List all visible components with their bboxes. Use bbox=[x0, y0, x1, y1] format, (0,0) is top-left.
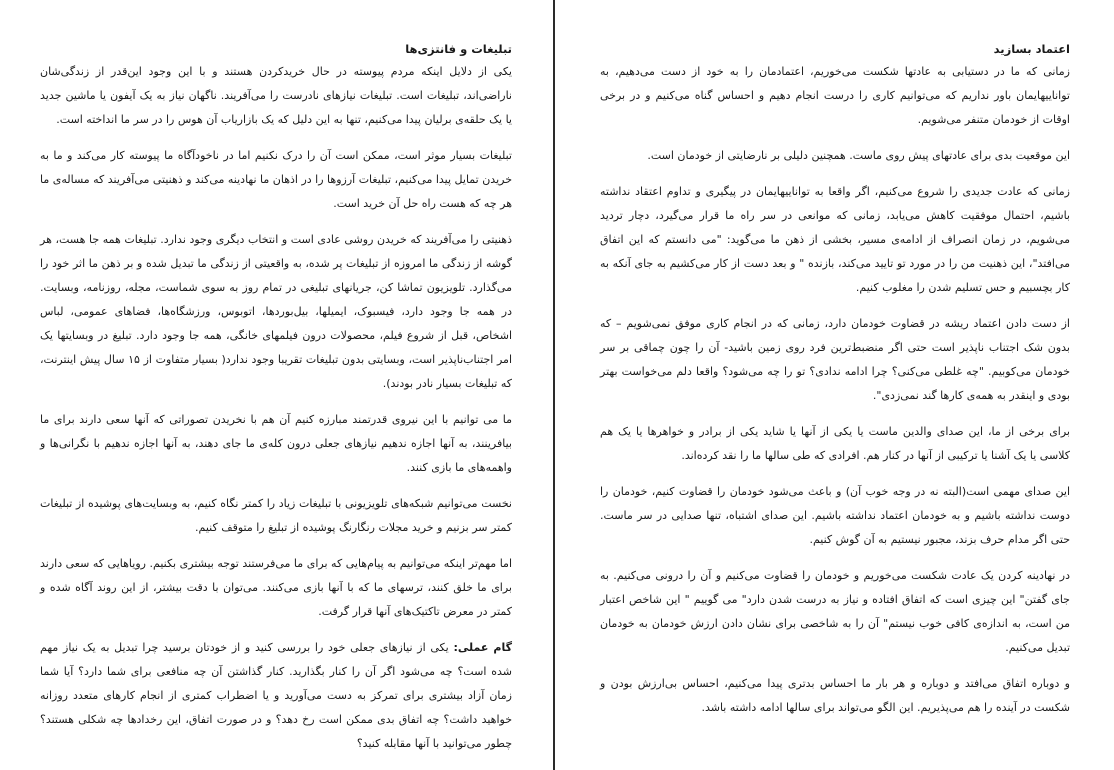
practical-step-paragraph bbox=[40, 636, 512, 756]
practical-step-lead: گام عملی: bbox=[453, 641, 512, 654]
paragraph: تبلیغات بسیار موثر است، ممکن است آن را درک نکنیم اما در ناخودآگاه ما پیوسته کار می‌کند و ما به خریدن تمایل پیدا می‌کنیم، تبلیغات آرزوها را در اذهان ما نهادینه می‌کند و ذهنیتی می‌آفریند که مساله‌ی ما هر چه که هست راه حل آن خرید است. bbox=[40, 149, 512, 210]
paragraph: زمانی که ما در دستیابی به عادتها شکست می‌خوریم، اعتمادمان را به خود از دست می‌دهیم، به تواناییهایمان باور نداریم که می‌توانیم کاری را درست انجام دهیم و احساس گناه می‌کنیم و در برخی اوقات از خودمان متنفر می‌شویم. bbox=[600, 65, 1070, 126]
paragraph: برای برخی از ما، این صدای والدین ماست یا یکی از آنها یا شاید یکی از برادر و خواهرها یا یک هم کلاسی یا یک آشنا یا ترکیبی از آنها در کنار هم. افرادی که طی سالها ما را نقد کرده‌اند. bbox=[600, 425, 1070, 462]
paragraph: و دوباره اتفاق می‌افتد و دوباره و هر بار ما احساس بدتری پیدا می‌کنیم، احساس بی‌ارزش بودن و شکست در آینده را هم می‌پذیریم. این الگو می‌تواند برای سالها ادامه داشته باشد. bbox=[600, 677, 1070, 714]
paragraph: نخست می‌توانیم شبکه‌های تلویزیونی با تبلیغات زیاد را کمتر نگاه کنیم، به وبسایت‌های پوشیده از تبلیغات کمتر سر بزنیم و خرید مجلات رنگارنگ پوشیده از تبلیغ را متوقف کنیم. bbox=[40, 497, 512, 534]
left-page bbox=[40, 38, 512, 768]
paragraph: زمانی که عادت جدیدی را شروع می‌کنیم، اگر واقعا به تواناییهایمان در پیگیری و تداوم اعتقاد نداشته باشیم، احتمال موفقیت کاهش می‌یابد، زمانی که موانعی در سر راه ما قرار می‌گیرد، دچار تردید می‌شویم، در زمان انصراف از ادامه‌ی مسیر، بخشی از ذهن ما می‌گوید: "می دانستم که این اتفاق می‌افتد"، این ذهنیت من را در مورد تو تایید می‌کند، بازنده " و بعد دست از کار می‌کشیم به جای آنکه به کار بچسبیم و حس تسلیم شدن را مغلوب کنیم. bbox=[600, 185, 1070, 294]
paragraph: این موقعیت بدی برای عادتهای پیش روی ماست. همچنین دلیلی بر نارضایتی از خودمان است. bbox=[647, 149, 1070, 162]
paragraph: این صدای مهمی است(البته نه در وجه خوب آن) و باعث می‌شود خودمان را قضاوت کنیم، خودمان را دوست نداشته باشیم و به خودمان اعتماد نداشته باشیم. این صدای اشتباه، تنها صدایی در سر ماست. حتی اگر مدام حرف بزند، مجبور نیستیم به آن گوش کنیم. bbox=[600, 485, 1070, 546]
left-page-title: تبلیغات و فانتزی‌ها bbox=[405, 42, 512, 56]
paragraph: یکی از دلایل اینکه مردم پیوسته در حال خریدکردن هستند و با این وجود این‌قدر از زندگی‌شان ناراضی‌اند، تبلیغات است. تبلیغات نیازهای نادرست را می‌آفریند. ناگهان نیاز به یک آیفون یا ماشین جدید یا یک حلقه‌ی برلیان پیدا می‌کنیم، تنها به این دلیل که یک بازاریاب آن هوس را در سر ما انداخته است. bbox=[40, 65, 512, 126]
paragraph: ذهنیتی را می‌آفریند که خریدن روشی عادی است و انتخاب دیگری وجود ندارد. تبلیغات همه جا هست، هر گوشه از زندگی ما امروزه از تبلیغات پر شده، به واقعیتی از زندگی ما تبدیل شده و بر ذهن ما اثر خود را می‌گذارد. تلویزیون تماشا کن، جریانهای تبلیغی در تمام روز به سوی شماست، مجله، روزنامه، وبسایت. در همه جا وجود دارد، فیسبوک، ایمیلها، بیل‌بوردها، اتوبوس، ورزشگاه‌ها، فضاهای عمومی، لباس اشخاص، قبل از شروع فیلم، محصولات درون فیلمهای خانگی، همه جا وجود دارد. تبلیغ در وبسایتها یک امر اجتناب‌ناپذیر است، وبسایتی بدون تبلیغات تقریبا وجود ندارد( بسیار متفاوت از ۱۵ سال پیش اینترنت، که تبلیغات بسیار نادر بودند). bbox=[40, 233, 513, 390]
paragraph: از دست دادن اعتماد ریشه در قضاوت خودمان دارد، زمانی که در انجام کاری موفق نمی‌شویم – که بدون شک اجتناب ناپذیر است حتی اگر منضبط‌ترین فرد روی زمین باشید- آن را چون چماقی بر سر خودمان می‌کوبیم. "چه غلطی می‌کنی؟ چرا ادامه ندادی؟ تو را چه می‌شود؟ واقعا دلم می‌خواست بهتر بودی و اینقدر به همه‌ی کارها گند نمی‌زدی". bbox=[600, 317, 1070, 402]
right-page-title: اعتماد بسازید bbox=[993, 42, 1070, 56]
paragraph: در نهادینه کردن یک عادت شکست می‌خوریم و خودمان را قضاوت می‌کنیم و آن را درونی می‌کنیم. به جای گفتن" این چیزی است که اتفاق افتاده و نیاز به درست شدن دارد" می گوییم " این شاخص اعتبار من است، به اندازه‌ی کافی خوب نیستم" آن را به شاخصی برای نشان دادن ارزش خودمان به خودمان تبدیل می‌کنیم. bbox=[600, 569, 1070, 654]
right-page bbox=[600, 38, 1070, 732]
paragraph: ما می توانیم با این نیروی قدرتمند مبارزه کنیم آن هم با نخریدن تصوراتی که آنها سعی دارند برای ما بیافرینند، به آنها اجازه ندهیم نیازهای جعلی درون کله‌ی ما جای دهند، به آنها اجازه ندهیم با نگرانی‌ها و واهمه‌های ما بازی کنند. bbox=[40, 413, 512, 474]
page-divider bbox=[553, 0, 555, 770]
practical-step-text: یکی از نیازهای جعلی خود را بررسی کنید و از خودتان برسید چرا تبدیل به یک نیاز مهم شده است؟ چه می‌شود اگر آن را کنار بگذارید. کنار گذاشتن آن چه منافعی برای شما دارد؟ آیا شما زمان آزاد بیشتری برای تمرکز به دست می‌آورید و یا اضطراب کمتری از انجام کارهای متعدد روزانه خواهید داشت؟ چه اتفاق بدی ممکن است رخ دهد؟ و در صورت اتفاق، این رخدادها چه شکلی هستند؟ چطور می‌توانید با آنها مقابله کنید؟ bbox=[40, 641, 512, 750]
paragraph: اما مهم‌تر اینکه می‌توانیم به پیام‌هایی که برای ما می‌فرستند توجه بیشتری بکنیم. رویاهایی که سعی دارند برای ما خلق کنند، ترسهای ما که با آنها بازی می‌کنند. می‌توان با دقت بیشتر، از این روند آگاه شده و کمتر در معرض تاکتیک‌های آنها قرار گرفت. bbox=[40, 557, 512, 618]
